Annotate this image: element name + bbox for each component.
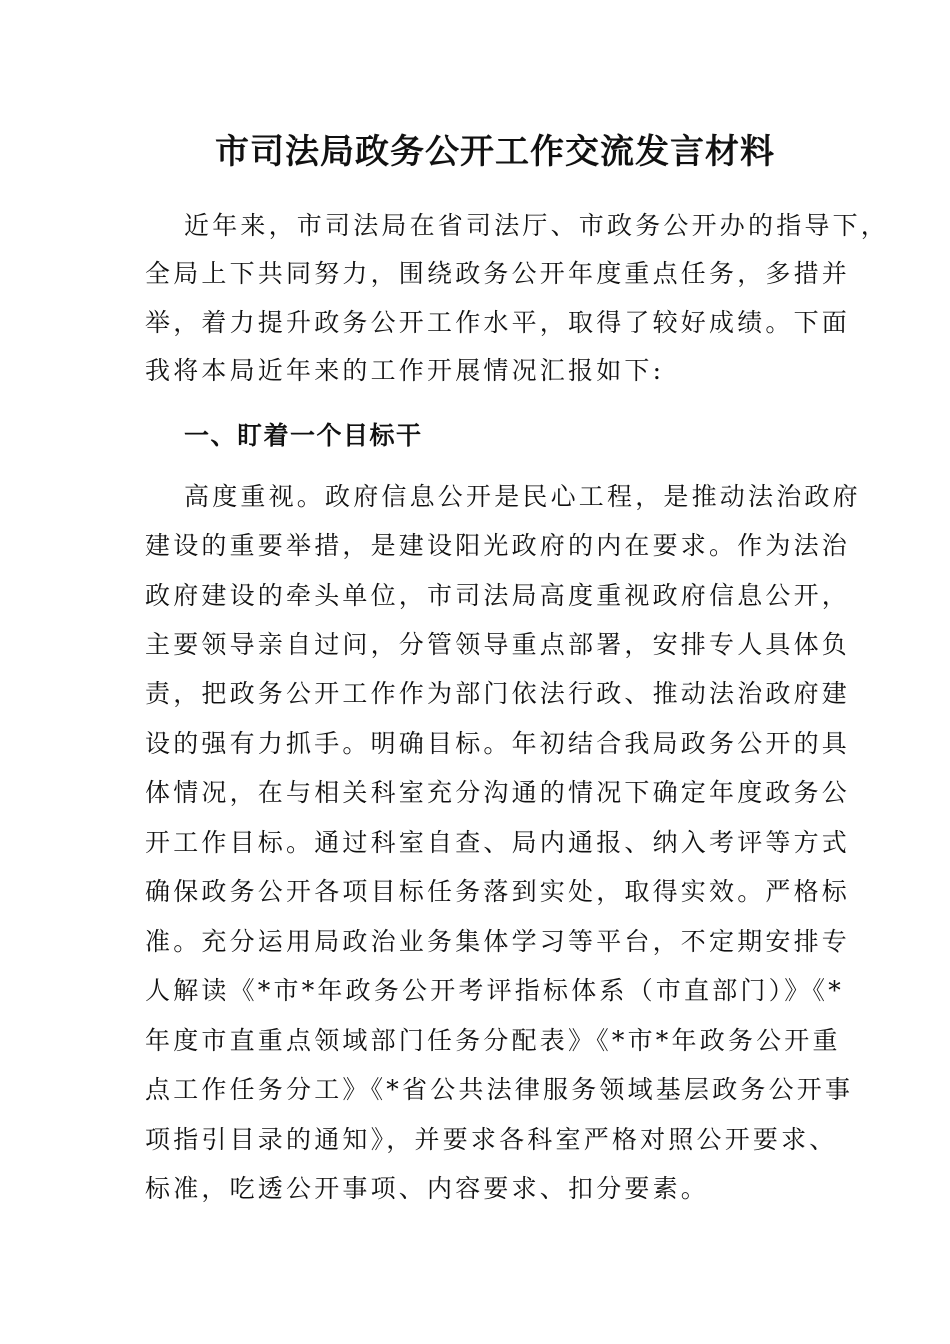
intro-line: 举，着力提升政务公开工作水平，取得了较好成绩。下面 (145, 308, 851, 337)
section-heading: 一、盯着一个目标干 (184, 421, 423, 450)
intro-line: 近年来，市司法局在省司法厅、市政务公开办的指导下， (184, 211, 890, 240)
body-line: 责，把政务公开工作作为部门依法行政、推动法治政府建 (145, 679, 851, 708)
body-line: 设的强有力抓手。明确目标。年初结合我局政务公开的具 (145, 729, 851, 758)
body-line: 开工作目标。通过科室自查、局内通报、纳入考评等方式 (145, 828, 851, 857)
body-line: 准。充分运用局政治业务集体学习等平台，不定期安排专 (145, 927, 851, 956)
body-line: 标准，吃透公开事项、内容要求、扣分要素。 (145, 1174, 710, 1203)
body-line: 项指引目录的通知》，并要求各科室严格对照公开要求、 (145, 1125, 838, 1154)
body-line: 人解读《*市*年政务公开考评指标体系（市直部门）》《* (145, 976, 844, 1005)
intro-line: 我将本局近年来的工作开展情况汇报如下: (145, 356, 665, 385)
body-line: 建设的重要举措，是建设阳光政府的内在要求。作为法治 (145, 531, 851, 560)
body-line: 确保政务公开各项目标任务落到实处，取得实效。严格标 (145, 877, 851, 906)
body-line: 体情况，在与相关科室充分沟通的情况下确定年度政务公 (145, 778, 851, 807)
document-title: 市司法局政务公开工作交流发言材料 (215, 132, 775, 172)
body-line: 主要领导亲自过问，分管领导重点部署，安排专人具体负 (145, 630, 851, 659)
body-line: 政府建设的牵头单位，市司法局高度重视政府信息公开， (145, 581, 851, 610)
intro-line: 全局上下共同努力，围绕政务公开年度重点任务，多措并 (145, 259, 851, 288)
body-line: 高度重视。政府信息公开是民心工程，是推动法治政府 (184, 482, 861, 511)
body-line: 点工作任务分工》《*省公共法律服务领域基层政务公开事 (145, 1075, 854, 1104)
body-line: 年度市直重点领域部门任务分配表》《*市*年政务公开重 (145, 1026, 841, 1055)
